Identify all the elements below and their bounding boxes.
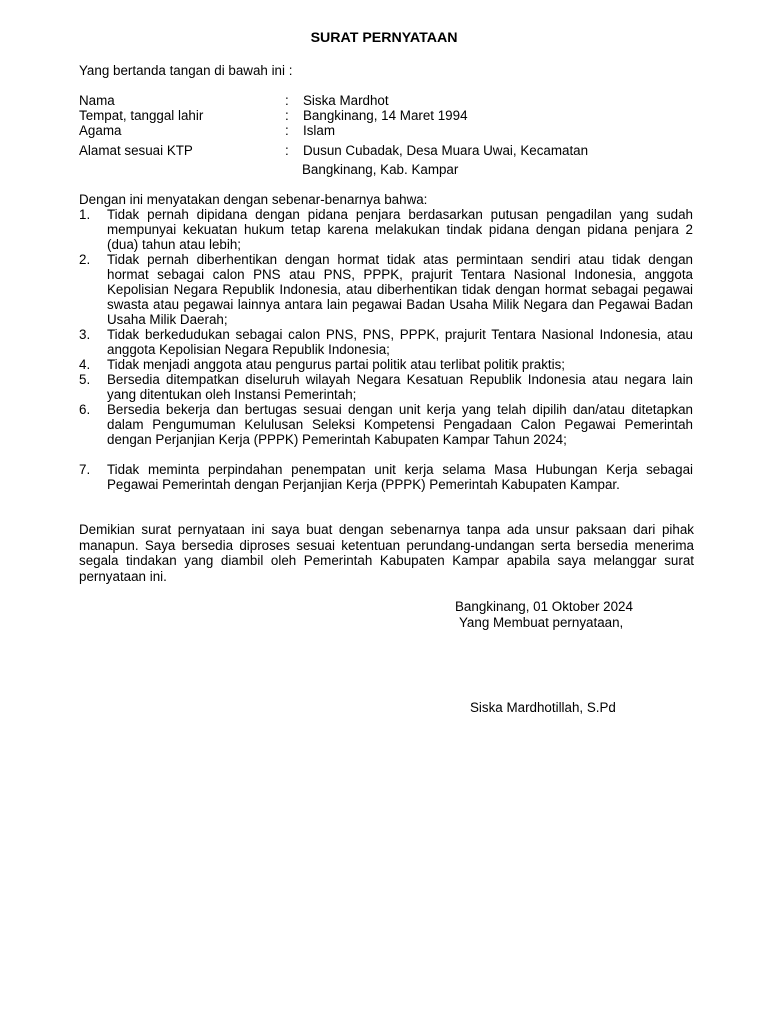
identity-colon: : <box>285 143 289 158</box>
statement-number: 7. <box>79 462 91 477</box>
statement-text: Tidak meminta perpindahan penempatan unit kerja selama Masa Hubungan Kerja sebagai Pegawai Pemerintah dengan Perjanjian Kerja (PPPK) Pemerintah Kabupaten Kampar. <box>107 462 693 492</box>
statement-number: 1. <box>79 207 91 222</box>
identity-colon: : <box>285 123 289 138</box>
statement-number: 5. <box>79 372 91 387</box>
statement-text: Bersedia ditempatkan diseluruh wilayah Negara Kesatuan Republik Indonesia atau negara lain yang ditentukan oleh Instansi Pemerintah; <box>107 372 693 402</box>
statement-item <box>79 327 693 357</box>
document-title: SURAT PERNYATAAN <box>310 30 458 46</box>
identity-value: Bangkinang, 14 Maret 1994 <box>303 108 468 123</box>
identity-label: Tempat, tanggal lahir <box>79 108 204 123</box>
statement-item <box>79 372 693 402</box>
signer-caption: Yang Membuat pernyataan, <box>459 615 624 630</box>
identity-value: Dusun Cubadak, Desa Muara Uwai, Kecamatan <box>303 143 589 158</box>
intro-text: Yang bertanda tangan di bawah ini : <box>79 63 293 78</box>
place-date: Bangkinang, 01 Oktober 2024 <box>455 599 633 614</box>
statement-text: Tidak pernah diberhentikan dengan hormat tidak atas permintaan sendiri atau tidak dengan hormat sebagai calon PNS atau PNS, PPPK, prajurit Tentara Nasional Indonesia, anggota Kepolisian Negara Republik Indonesia, atau diberhentikan tidak dengan hormat sebagai pegawai swasta atau pegawai lainnya antara lain pegawai Badan Usaha Milik Negara dan Pegawai Badan Usaha Milik Daerah; <box>107 252 693 327</box>
statement-number: 4. <box>79 357 91 372</box>
identity-value: Islam <box>303 123 335 138</box>
identity-label: Agama <box>79 123 122 138</box>
statement-text: Tidak pernah dipidana dengan pidana penjara berdasarkan putusan pengadilan yang sudah mempunyai kekuatan hukum tetap karena melakukan tindak pidana dengan pidana penjara 2 (dua) tahun atau lebih; <box>107 207 693 252</box>
identity-colon: : <box>285 93 289 108</box>
closing-paragraph: Demikian surat pernyataan ini saya buat dengan sebenarnya tanpa ada unsur paksaan dari pihak manapun. Saya bersedia diproses sesuai ketentuan perundang-undangan serta bersedia menerima segala tindakan yang diambil oleh Pemerintah Kabupaten Kampar apabila saya melanggar surat pernyataan ini. <box>79 522 694 584</box>
declaration-intro: Dengan ini menyatakan dengan sebenar-benarnya bahwa: <box>79 192 428 207</box>
statement-text: Bersedia bekerja dan bertugas sesuai dengan unit kerja yang telah dipilih dan/atau ditetapkan dalam Pengumuman Kelulusan Seleksi Kompetensi Pengadaan Calon Pegawai Pemerintah dengan Perjanjian Kerja (PPPK) Pemerintah Kabupaten Kampar Tahun 2024; <box>107 402 693 447</box>
statement-number: 6. <box>79 402 91 417</box>
identity-label: Nama <box>79 93 115 108</box>
identity-value: Siska Mardhot <box>303 93 389 108</box>
statement-text: Tidak berkedudukan sebagai calon PNS, PNS, PPPK, prajurit Tentara Nasional Indonesia, atau anggota Kepolisian Negara Republik Indonesia; <box>107 327 693 357</box>
statement-number: 2. <box>79 252 91 267</box>
signer-name: Siska Mardhotillah, S.Pd <box>470 700 616 715</box>
statement-text: Tidak menjadi anggota atau pengurus partai politik atau terlibat politik praktis; <box>107 357 566 372</box>
identity-colon: : <box>285 108 289 123</box>
statement-item <box>79 402 693 462</box>
statement-number: 3. <box>79 327 91 342</box>
statement-item <box>79 207 693 252</box>
identity-address-continued: Bangkinang, Kab. Kampar <box>302 162 459 177</box>
statement-item <box>79 357 693 372</box>
statement-item <box>79 252 693 327</box>
statement-item <box>79 462 693 507</box>
identity-label: Alamat sesuai KTP <box>79 143 193 158</box>
